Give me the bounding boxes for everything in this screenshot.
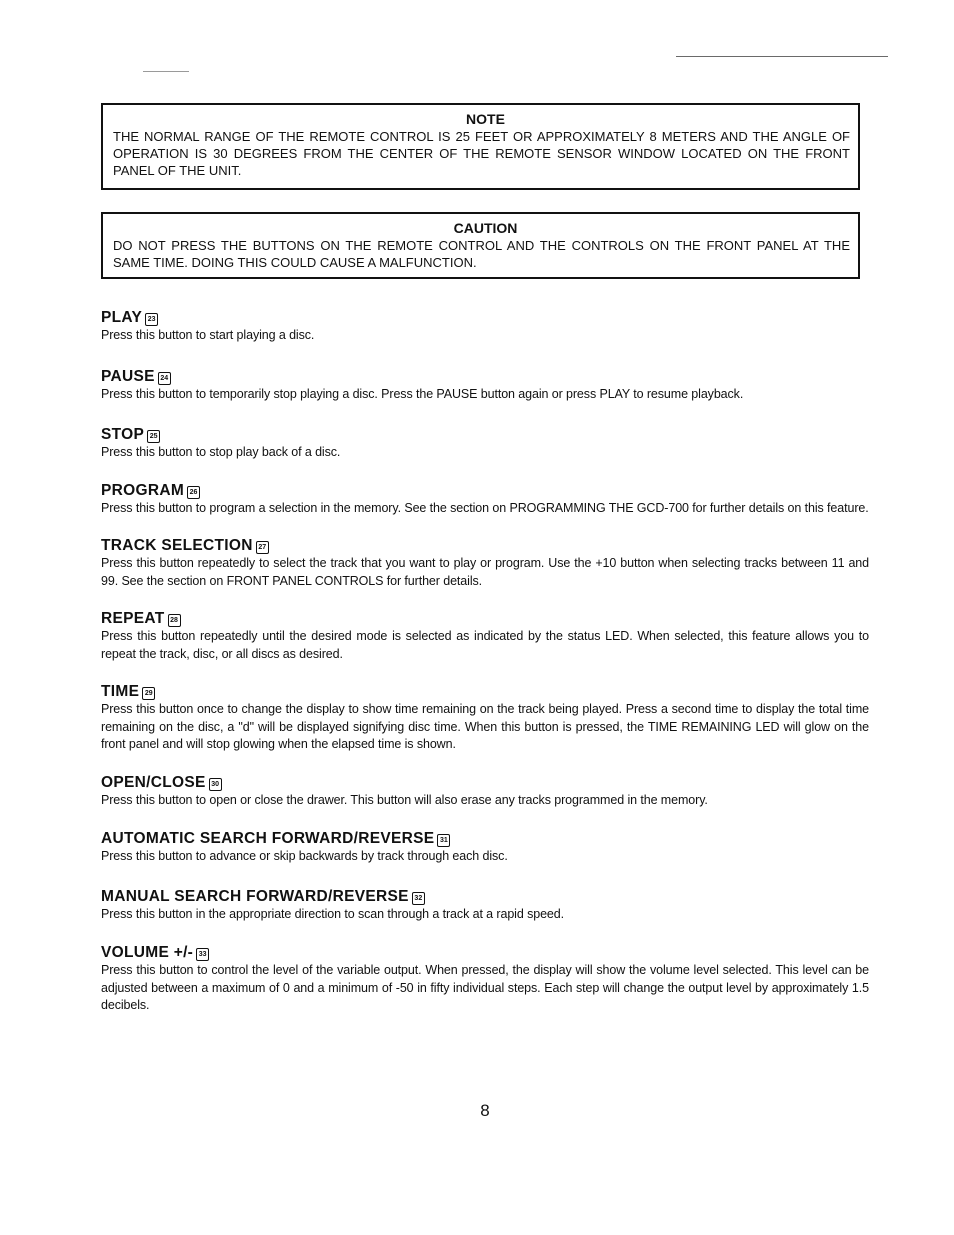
section-body: Press this button repeatedly until the desired mode is selected as indicated by the status LED. When selected, this feature allows you to repeat the track, disc, or all discs as desired. (101, 629, 869, 661)
section-body: Press this button to advance or skip backwards by track through each disc. (101, 849, 508, 863)
section-title: TRACK SELECTION (101, 537, 253, 554)
callout-number-badge: 29 (142, 687, 155, 700)
section-title: OPEN/CLOSE (101, 773, 206, 791)
callout-number-badge: 31 (437, 834, 450, 847)
note-title: NOTE (466, 111, 505, 127)
section-title: PLAY (101, 309, 143, 326)
scan-artifact-line (676, 56, 888, 57)
section-title: PAUSE (101, 367, 155, 385)
section-body: Press this button once to change the display to show time remaining on the track being played. Press a second time to display the total time remaining on the disc, a "d" will be displayed signifying disc time. When this button is pressed, the TIME REMAINING LED will glow on the front panel and will stop glowing when the elapsed time is shown. (101, 702, 869, 751)
section-body: Press this button to temporarily stop playing a disc. Press the PAUSE button again or press PLAY to resume playback. (101, 386, 744, 401)
caution-text: DO NOT PRESS THE BUTTONS ON THE REMOTE CONTROL AND THE CONTROLS ON THE FRONT PANEL AT THE SAME TIME. DOING THIS COULD CAUSE A MALFUNCTION. (113, 238, 850, 270)
section-body: Press this button in the appropriate direction to scan through a track at a rapid speed. (101, 906, 565, 921)
section-body: Press this button to program a selection in the memory. See the section on PROGRAMMING THE GCD-700 for further details on this feature. (101, 500, 869, 515)
section-title: PROGRAM (101, 481, 185, 499)
section-program (101, 481, 869, 518)
section-title: TIME (101, 683, 140, 700)
section-time (101, 682, 869, 754)
section-play (101, 308, 869, 345)
callout-number-badge: 27 (256, 541, 269, 554)
section-title: STOP (101, 426, 145, 443)
button-descriptions (101, 308, 869, 1015)
caution-box (101, 212, 860, 279)
section-open-close (101, 773, 869, 810)
section-title: MANUAL SEARCH FORWARD/REVERSE (101, 887, 409, 905)
section-body: Press this button to control the level of the variable output. When pressed, the display will show the volume level selected. This level can be adjusted between a maximum of 0 and a minimum of -50 in fifty individual steps. Each step will change the output level by approximately 1.5 decibels. (101, 963, 869, 1012)
callout-number-badge: 33 (196, 948, 209, 961)
section-manual-search (101, 887, 869, 924)
callout-number-badge: 23 (145, 313, 158, 326)
section-title: AUTOMATIC SEARCH FORWARD/REVERSE (101, 830, 435, 847)
scan-artifact-line (143, 71, 189, 72)
callout-number-badge: 26 (187, 486, 200, 499)
section-track-selection (101, 536, 869, 590)
caution-title: CAUTION (453, 220, 518, 236)
section-pause (101, 367, 869, 404)
callout-number-badge: 30 (209, 778, 222, 791)
section-body: Press this button to open or close the drawer. This button will also erase any tracks programmed in the memory. (101, 792, 708, 807)
section-body: Press this button to start playing a disc. (101, 328, 315, 342)
callout-number-badge: 32 (412, 892, 425, 905)
section-body: Press this button repeatedly to select the track that you want to play or program. Use the +10 button when selecting tracks between 11 and 99. See the section on FRONT PANEL CONTROLS for further details. (101, 556, 869, 588)
note-text: THE NORMAL RANGE OF THE REMOTE CONTROL IS 25 FEET OR APPROXIMATELY 8 METERS AND THE ANGLE OF OPERATION IS 30 DEGREES FROM THE CENTER OF THE REMOTE SENSOR WINDOW LOCATED ON THE FRONT PANEL OF THE UNIT. (113, 129, 850, 178)
callout-number-badge: 24 (158, 372, 171, 385)
section-repeat (101, 609, 869, 663)
note-box (101, 103, 860, 190)
section-body: Press this button to stop play back of a disc. (101, 445, 341, 459)
callout-number-badge: 25 (147, 430, 160, 443)
section-volume (101, 943, 869, 1015)
callout-number-badge: 28 (168, 614, 181, 627)
section-stop (101, 425, 869, 462)
page-number: 8 (480, 1101, 490, 1120)
section-automatic-search (101, 829, 869, 866)
section-title: REPEAT (101, 610, 165, 627)
section-title: VOLUME +/- (101, 944, 194, 961)
